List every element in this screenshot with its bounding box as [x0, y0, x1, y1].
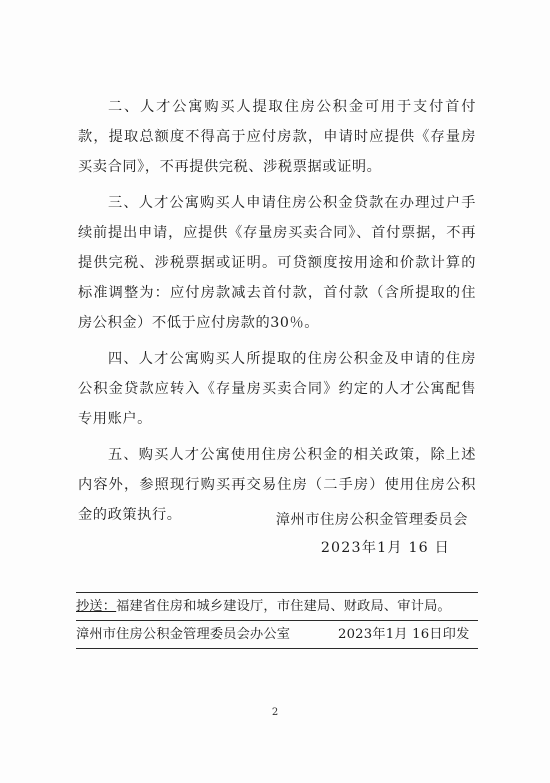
- paragraph-item-5: 五、购买人才公寓使用住房公积金的相关政策，除上述内容外，参照现行购买再交易住房（二手房）使用住房公积金的政策执行。: [78, 447, 476, 523]
- cc-label: 抄送：: [76, 599, 117, 614]
- signature-organization: 漳州市住房公积金管理委员会: [275, 512, 468, 528]
- issuer-line: [76, 621, 478, 649]
- cc-recipients: 福建省住房和城乡建设厅，市住建局、财政局、审计局。: [116, 599, 451, 614]
- paragraph-item-3: 三、人才公寓购买人申请住房公积金贷款在办理过户手续前提出申请，应提供《存量房买卖合同》、首付票据，不再提供完税、涉税票据或证明。可贷额度按用途和价款计算的标准调整为：应付房款减去首付款，首付款（含所提取的住房公积金）不低于应付房款的30％。: [78, 195, 476, 331]
- paragraph-item-4: 四、人才公寓购买人所提取的住房公积金及申请的住房公积金贷款应转入《存量房买卖合同》约定的人才公寓配售专用账户。: [78, 351, 476, 427]
- cc-line: [76, 592, 478, 621]
- issuer-office: 漳州市住房公积金管理委员会办公室: [76, 627, 291, 642]
- page-number: 2: [271, 707, 279, 718]
- issue-date: 2023年1月 16日印发: [338, 627, 470, 642]
- paragraph-item-2: 二、人才公寓购买人提取住房公积金可用于支付首付款，提取总额度不得高于应付房款，申请时应提供《存量房买卖合同》，不再提供完税、涉税票据或证明。: [78, 99, 476, 175]
- signature-block: [0, 506, 550, 566]
- distribution-footer: [76, 592, 478, 649]
- signature-date: 2023年1月 16 日: [320, 540, 450, 556]
- document-body: [78, 92, 476, 536]
